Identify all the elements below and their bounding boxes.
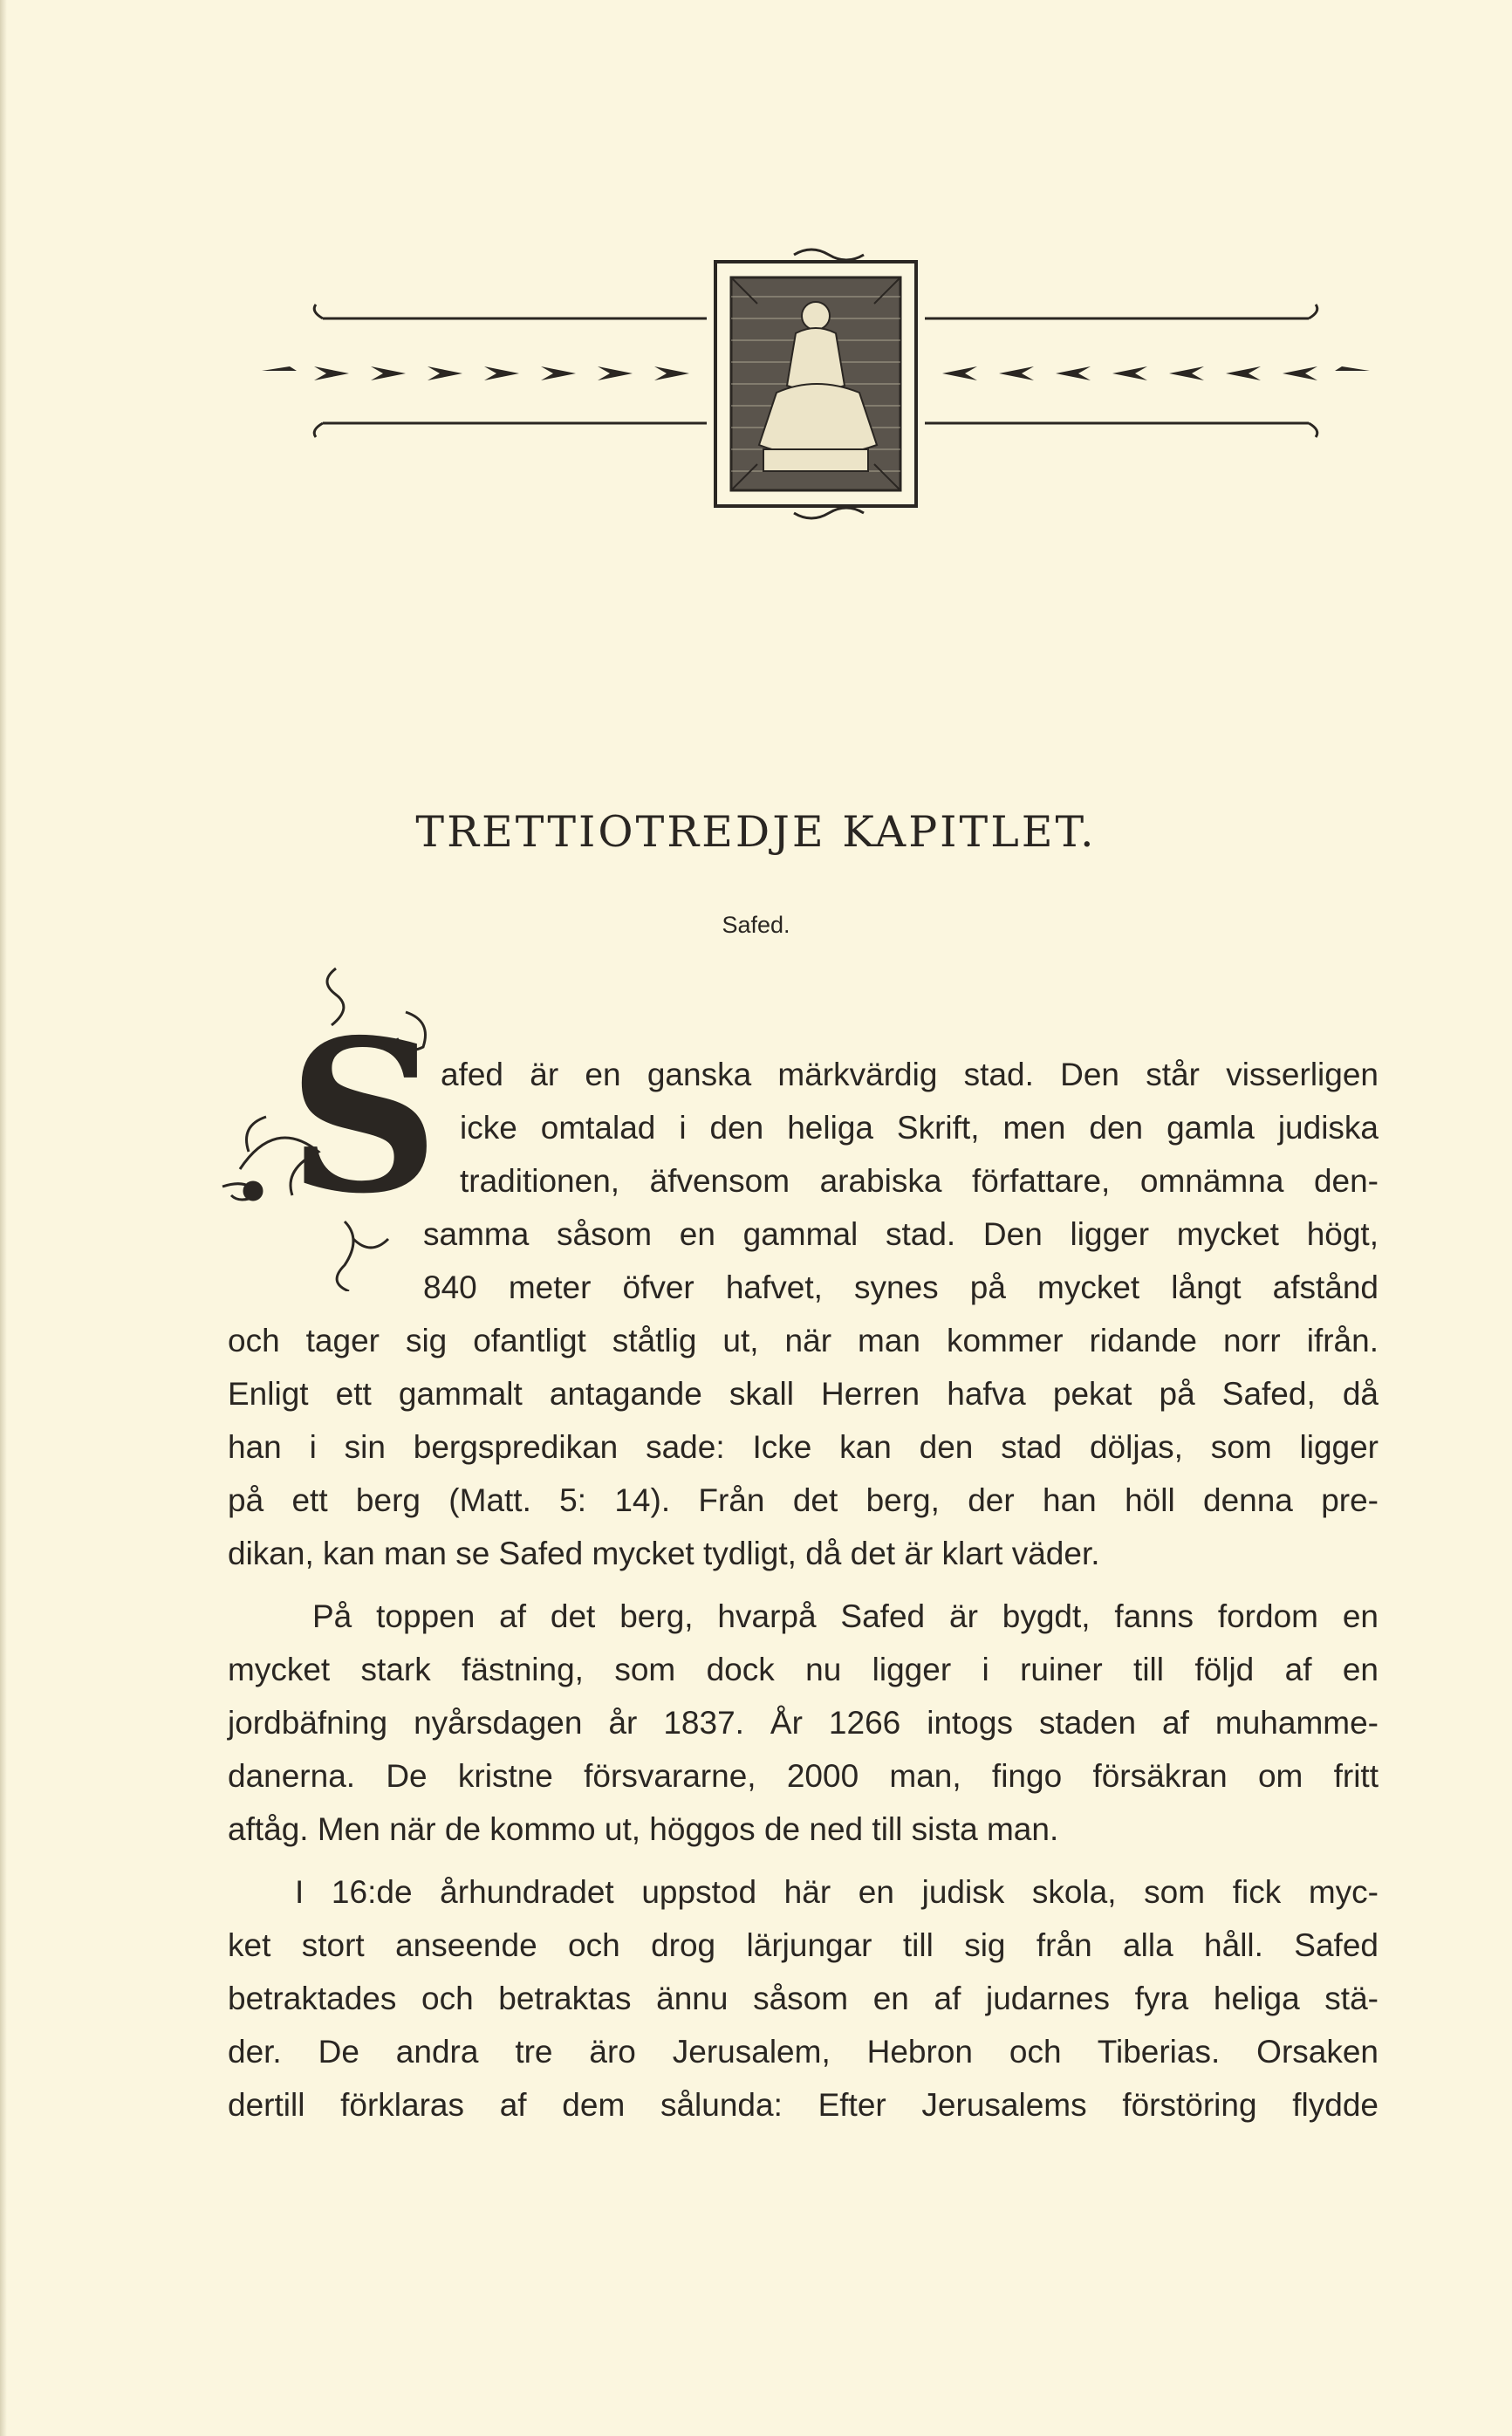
decorative-headpiece-seated-figure-icon: [253, 236, 1379, 532]
text-line: icke omtalad i den heliga Skrift, men den gamla judiska: [460, 1110, 1379, 1146]
text-line: på ett berg (Matt. 5: 14). Från det berg, der han höll denna pre-: [228, 1482, 1379, 1518]
page-edge: [0, 0, 7, 2436]
text-line: han i sin bergspredikan sade: Icke kan den stad döljas, som ligger: [228, 1429, 1379, 1465]
text-line: dikan, kan man se Safed mycket tydligt, då det är klart väder.: [228, 1536, 1100, 1571]
text-line: Enligt ett gammalt antagande skall Herren hafva pekat på Safed, då: [228, 1376, 1379, 1412]
chapter-subtitle: Safed.: [722, 912, 790, 938]
text-line: jordbäfning nyårsdagen år 1837. År 1266 intogs staden af muhamme-: [228, 1705, 1379, 1741]
text-line: ket stort anseende och drog lärjungar till sig från alla håll. Safed: [228, 1927, 1379, 1963]
text-line: I 16:de århundradet uppstod här en judisk skola, som fick myc-: [295, 1874, 1379, 1910]
text-line: och tager sig ofantligt ståtlig ut, när man kommer ridande norr ifrån.: [228, 1323, 1379, 1358]
text-line: mycket stark fästning, som dock nu ligger i ruiner till följd af en: [228, 1652, 1379, 1687]
text-line: dertill förklaras af dem sålunda: Efter Jerusalems förstöring flydde: [228, 2087, 1379, 2123]
text-line: samma såsom en gammal stad. Den ligger mycket högt,: [423, 1216, 1379, 1252]
text-line: traditionen, äfvensom arabiska författare, omnämna den-: [460, 1163, 1379, 1199]
text-line: danerna. De kristne försvararne, 2000 man, fingo försäkran om fritt: [228, 1758, 1379, 1794]
text-line: På toppen af det berg, hvarpå Safed är bygdt, fanns fordom en: [312, 1598, 1379, 1634]
text-line: afed är en ganska märkvärdig stad. Den står visserligen: [441, 1057, 1379, 1092]
text-line: betraktades och betraktas ännu såsom en af judarnes fyra heliga stä-: [228, 1981, 1379, 2016]
text-line: der. De andra tre äro Jerusalem, Hebron och Tiberias. Orsaken: [228, 2034, 1379, 2070]
drop-cap-letter: S: [288, 994, 440, 1240]
chapter-title: TRETTIOTREDJE KAPITLET.: [415, 807, 1097, 857]
text-line: aftåg. Men när de kommo ut, höggos de ned till sista man.: [228, 1811, 1059, 1847]
text-line: 840 meter öfver hafvet, synes på mycket långt afstånd: [423, 1269, 1379, 1305]
